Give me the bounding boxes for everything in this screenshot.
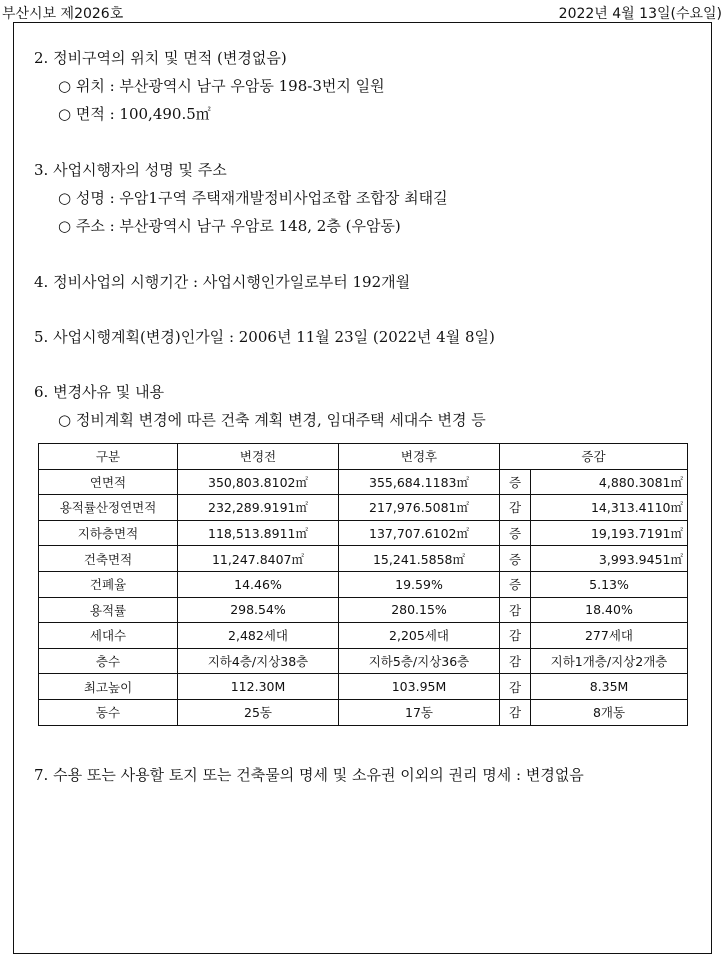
row-before-value: 11,247.8407㎡ [178, 546, 339, 572]
table-row [39, 495, 688, 521]
row-before-value: 350,803.8102㎡ [178, 469, 339, 495]
row-change-value: 지하1개층/지상2개층 [531, 648, 688, 674]
row-change-sign: 증 [500, 520, 531, 546]
table-body [39, 469, 688, 725]
row-label: 용적률 [39, 597, 178, 623]
publication-date: 2022년 4월 13일(수요일) [558, 6, 722, 22]
row-after-value: 15,241.5858㎡ [339, 546, 500, 572]
section-3-name: ○ 성명 : 우암1구역 주택재개발정비사업조합 조합장 최태길 [58, 189, 448, 207]
row-before-value: 25동 [178, 699, 339, 725]
table-row [39, 520, 688, 546]
row-change-sign: 증 [500, 571, 531, 597]
row-change-value: 8.35M [531, 674, 688, 700]
table-row [39, 597, 688, 623]
section-4-title: 4. 정비사업의 시행기간 : 사업시행인가일로부터 192개월 [34, 273, 411, 291]
table-header-row [39, 444, 688, 470]
row-change-value: 5.13% [531, 571, 688, 597]
header-change: 증감 [500, 444, 688, 470]
row-change-sign: 감 [500, 495, 531, 521]
row-after-value: 103.95M [339, 674, 500, 700]
row-label: 층수 [39, 648, 178, 674]
row-after-value: 19.59% [339, 571, 500, 597]
table-row [39, 699, 688, 725]
row-change-value: 14,313.4110㎡ [531, 495, 688, 521]
section-7-title: 7. 수용 또는 사용할 토지 또는 건축물의 명세 및 소유권 이외의 권리 명세 : 변경없음 [34, 766, 584, 784]
row-before-value: 2,482세대 [178, 623, 339, 649]
row-change-sign: 증 [500, 546, 531, 572]
table-row [39, 648, 688, 674]
row-label: 지하층면적 [39, 520, 178, 546]
row-after-value: 217,976.5081㎡ [339, 495, 500, 521]
publication-number: 부산시보 제2026호 [2, 6, 124, 22]
row-change-value: 4,880.3081㎡ [531, 469, 688, 495]
row-change-value: 8개동 [531, 699, 688, 725]
row-change-value: 277세대 [531, 623, 688, 649]
row-label: 건축면적 [39, 546, 178, 572]
row-change-sign: 감 [500, 623, 531, 649]
section-6-reason: ○ 정비계획 변경에 따른 건축 계획 변경, 임대주택 세대수 변경 등 [58, 411, 486, 429]
table-row [39, 469, 688, 495]
section-3-address: ○ 주소 : 부산광역시 남구 우암로 148, 2층 (우암동) [58, 217, 401, 235]
row-label: 건폐율 [39, 571, 178, 597]
header-before: 변경전 [178, 444, 339, 470]
row-before-value: 14.46% [178, 571, 339, 597]
row-before-value: 지하4층/지상38층 [178, 648, 339, 674]
header-after: 변경후 [339, 444, 500, 470]
header-category: 구분 [39, 444, 178, 470]
row-before-value: 112.30M [178, 674, 339, 700]
row-label: 동수 [39, 699, 178, 725]
row-change-sign: 감 [500, 597, 531, 623]
row-after-value: 355,684.1183㎡ [339, 469, 500, 495]
row-before-value: 118,513.8911㎡ [178, 520, 339, 546]
row-label: 용적률산정연면적 [39, 495, 178, 521]
row-after-value: 17동 [339, 699, 500, 725]
row-after-value: 2,205세대 [339, 623, 500, 649]
table-row [39, 546, 688, 572]
table-row [39, 674, 688, 700]
section-2-location: ○ 위치 : 부산광역시 남구 우암동 198-3번지 일원 [58, 77, 385, 95]
table-row [39, 571, 688, 597]
row-label: 연면적 [39, 469, 178, 495]
section-6-title: 6. 변경사유 및 내용 [34, 383, 165, 401]
page-header [0, 0, 726, 22]
section-2-title: 2. 정비구역의 위치 및 면적 (변경없음) [34, 49, 287, 67]
row-change-value: 18.40% [531, 597, 688, 623]
row-change-sign: 감 [500, 699, 531, 725]
row-change-sign: 감 [500, 674, 531, 700]
section-3-title: 3. 사업시행자의 성명 및 주소 [34, 161, 227, 179]
row-change-sign: 증 [500, 469, 531, 495]
section-5-title: 5. 사업시행계획(변경)인가일 : 2006년 11월 23일 (2022년 4월 8일) [34, 328, 495, 346]
row-after-value: 137,707.6102㎡ [339, 520, 500, 546]
row-before-value: 232,289.9191㎡ [178, 495, 339, 521]
row-label: 세대수 [39, 623, 178, 649]
row-after-value: 지하5층/지상36층 [339, 648, 500, 674]
row-change-value: 19,193.7191㎡ [531, 520, 688, 546]
section-2-area: ○ 면적 : 100,490.5㎡ [58, 105, 211, 123]
table-row [39, 623, 688, 649]
row-label: 최고높이 [39, 674, 178, 700]
row-change-value: 3,993.9451㎡ [531, 546, 688, 572]
change-comparison-table [38, 443, 688, 726]
row-after-value: 280.15% [339, 597, 500, 623]
row-change-sign: 감 [500, 648, 531, 674]
row-before-value: 298.54% [178, 597, 339, 623]
